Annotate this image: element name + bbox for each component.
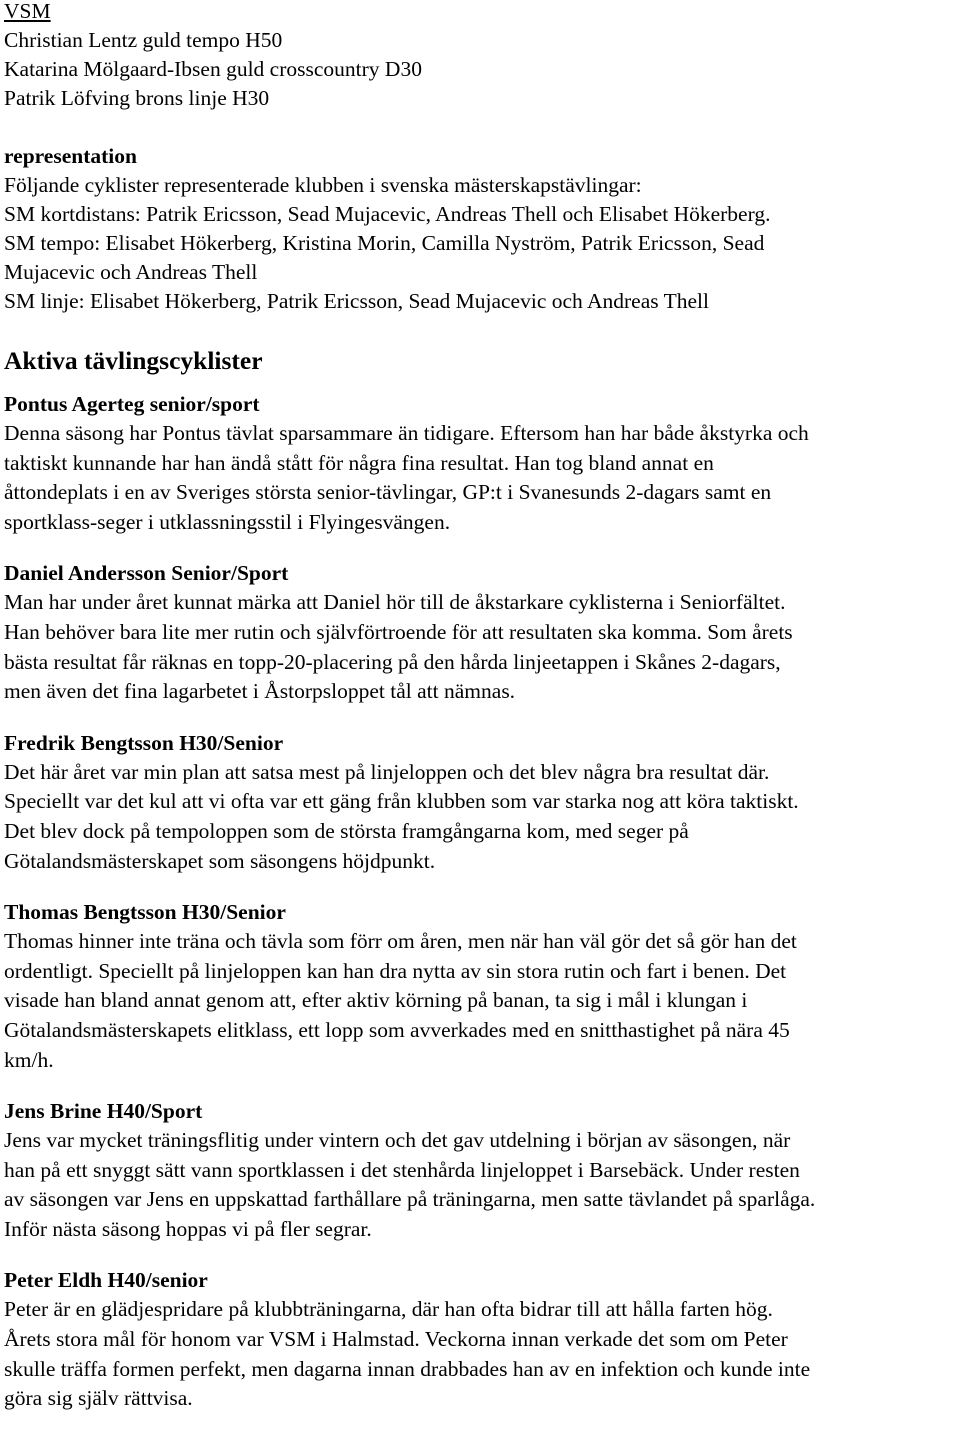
rider-text-line: av säsongen var Jens en uppskattad farthållare på träningarna, men satte tävlandet på sparlåga. [4, 1187, 816, 1212]
spacer [4, 113, 956, 142]
rider-entry [4, 1266, 956, 1413]
rider-text-line: Götalandsmästerskapet som säsongens höjdpunkt. [4, 848, 436, 873]
rider-text-line: Årets stora mål för honom var VSM i Halmstad. Veckorna innan verkade det som om Peter [4, 1327, 788, 1352]
rider-name: Daniel Andersson Senior/Sport [4, 561, 289, 586]
rider-text-line: Thomas hinner inte träna och tävla som förr om åren, men när han väl gör det så gör han det [4, 929, 797, 954]
rider-text-line: men även det fina lagarbetet i Åstorpsloppet tål att nämnas. [4, 679, 516, 704]
rider-text-line: Det blev dock på tempoloppen som de största framgångarna kom, med seger på [4, 818, 689, 843]
vsm-heading: VSM [4, 0, 51, 23]
rider-text-line: Speciellt var det kul att vi ofta var ett gäng från klubben som var starka nog att köra taktiskt. [4, 789, 799, 814]
rider-text-line: bästa resultat får räknas en topp-20-placering på den hårda linjeetappen i Skånes 2-dagars, [4, 649, 781, 674]
rider-text-line: Denna säsong har Pontus tävlat sparsammare än tidigare. Eftersom han har både åkstyrka och [4, 421, 809, 445]
representation-section [4, 142, 956, 316]
rider-entry [4, 559, 956, 706]
vsm-result-line: Christian Lentz guld tempo H50 [4, 28, 283, 52]
rider-text-line: Det här året var min plan att satsa mest på linjeloppen och det blev några bra resultat där. [4, 759, 770, 784]
rider-text-line: Jens var mycket träningsflitig under vintern och det gav utdelning i början av säsongen, när [4, 1128, 791, 1153]
representation-line: Mujacevic och Andreas Thell [4, 260, 258, 284]
rider-entry [4, 390, 956, 537]
rider-name: Peter Eldh H40/senior [4, 1268, 208, 1293]
representation-line: SM tempo: Elisabet Hökerberg, Kristina Morin, Camilla Nyström, Patrik Ericsson, Sead [4, 231, 765, 255]
rider-text-line: göra sig själv rättvisa. [4, 1386, 193, 1411]
rider-text-line: ordentligt. Speciellt på linjeloppen kan han dra nytta av sin stora rutin och fart i benen. Det [4, 958, 787, 983]
representation-heading: representation [4, 144, 137, 168]
rider-text-line: Man har under året kunnat märka att Daniel hör till de åkstarkare cyklisterna i Seniorfältet. [4, 590, 786, 615]
rider-text-line: Götalandsmästerskapets elitklass, ett lopp som avverkades med en snitthastighet på nära 45 [4, 1017, 790, 1042]
rider-name: Fredrik Bengtsson H30/Senior [4, 730, 284, 755]
rider-text-line: taktiskt kunnande har han ändå stått för några fina resultat. Han tog bland annat en [4, 450, 714, 475]
rider-name: Jens Brine H40/Sport [4, 1099, 203, 1124]
rider-text-line: Inför nästa säsong hoppas vi på fler segrar. [4, 1216, 372, 1241]
rider-text-line: visade han bland annat genom att, efter aktiv körning på banan, ta sig i mål i klungan i [4, 988, 748, 1013]
rider-name: Pontus Agerteg senior/sport [4, 392, 260, 416]
representation-line: Följande cyklister representerade klubben i svenska mästerskapstävlingar: [4, 173, 642, 197]
rider-text-line: Peter är en glädjespridare på klubbträningarna, där han ofta bidrar till att hålla farten hög. [4, 1297, 773, 1322]
rider-entry [4, 729, 956, 876]
rider-text-line: åttondeplats i en av Sveriges största senior-tävlingar, GP:t i Svanesunds 2-dagars samt en [4, 480, 772, 505]
rider-entry [4, 898, 956, 1075]
active-riders-heading: Aktiva tävlingscyklister [4, 346, 263, 375]
rider-name: Thomas Bengtsson H30/Senior [4, 900, 286, 925]
representation-line: SM kortdistans: Patrik Ericsson, Sead Mujacevic, Andreas Thell och Elisabet Hökerberg. [4, 202, 771, 226]
rider-text-line: Han behöver bara lite mer rutin och självförtroende för att resultaten ska komma. Som årets [4, 619, 793, 644]
vsm-section [4, 0, 956, 113]
rider-entry [4, 1097, 956, 1244]
vsm-result-line: Patrik Löfving brons linje H30 [4, 86, 270, 110]
active-riders-section [4, 345, 956, 1414]
vsm-result-line: Katarina Mölgaard-Ibsen guld crosscountry D30 [4, 57, 422, 81]
rider-text-line: skulle träffa formen perfekt, men dagarna innan drabbades han av en infektion och kunde inte [4, 1356, 811, 1381]
rider-text-line: sportklass-seger i utklassningsstil i Flyingesvängen. [4, 509, 451, 534]
representation-line: SM linje: Elisabet Hökerberg, Patrik Ericsson, Sead Mujacevic och Andreas Thell [4, 289, 709, 313]
rider-text-line: km/h. [4, 1047, 54, 1072]
rider-text-line: han på ett snyggt sätt vann sportklassen i det stenhårda linjeloppet i Barsebäck. Under resten [4, 1157, 800, 1182]
